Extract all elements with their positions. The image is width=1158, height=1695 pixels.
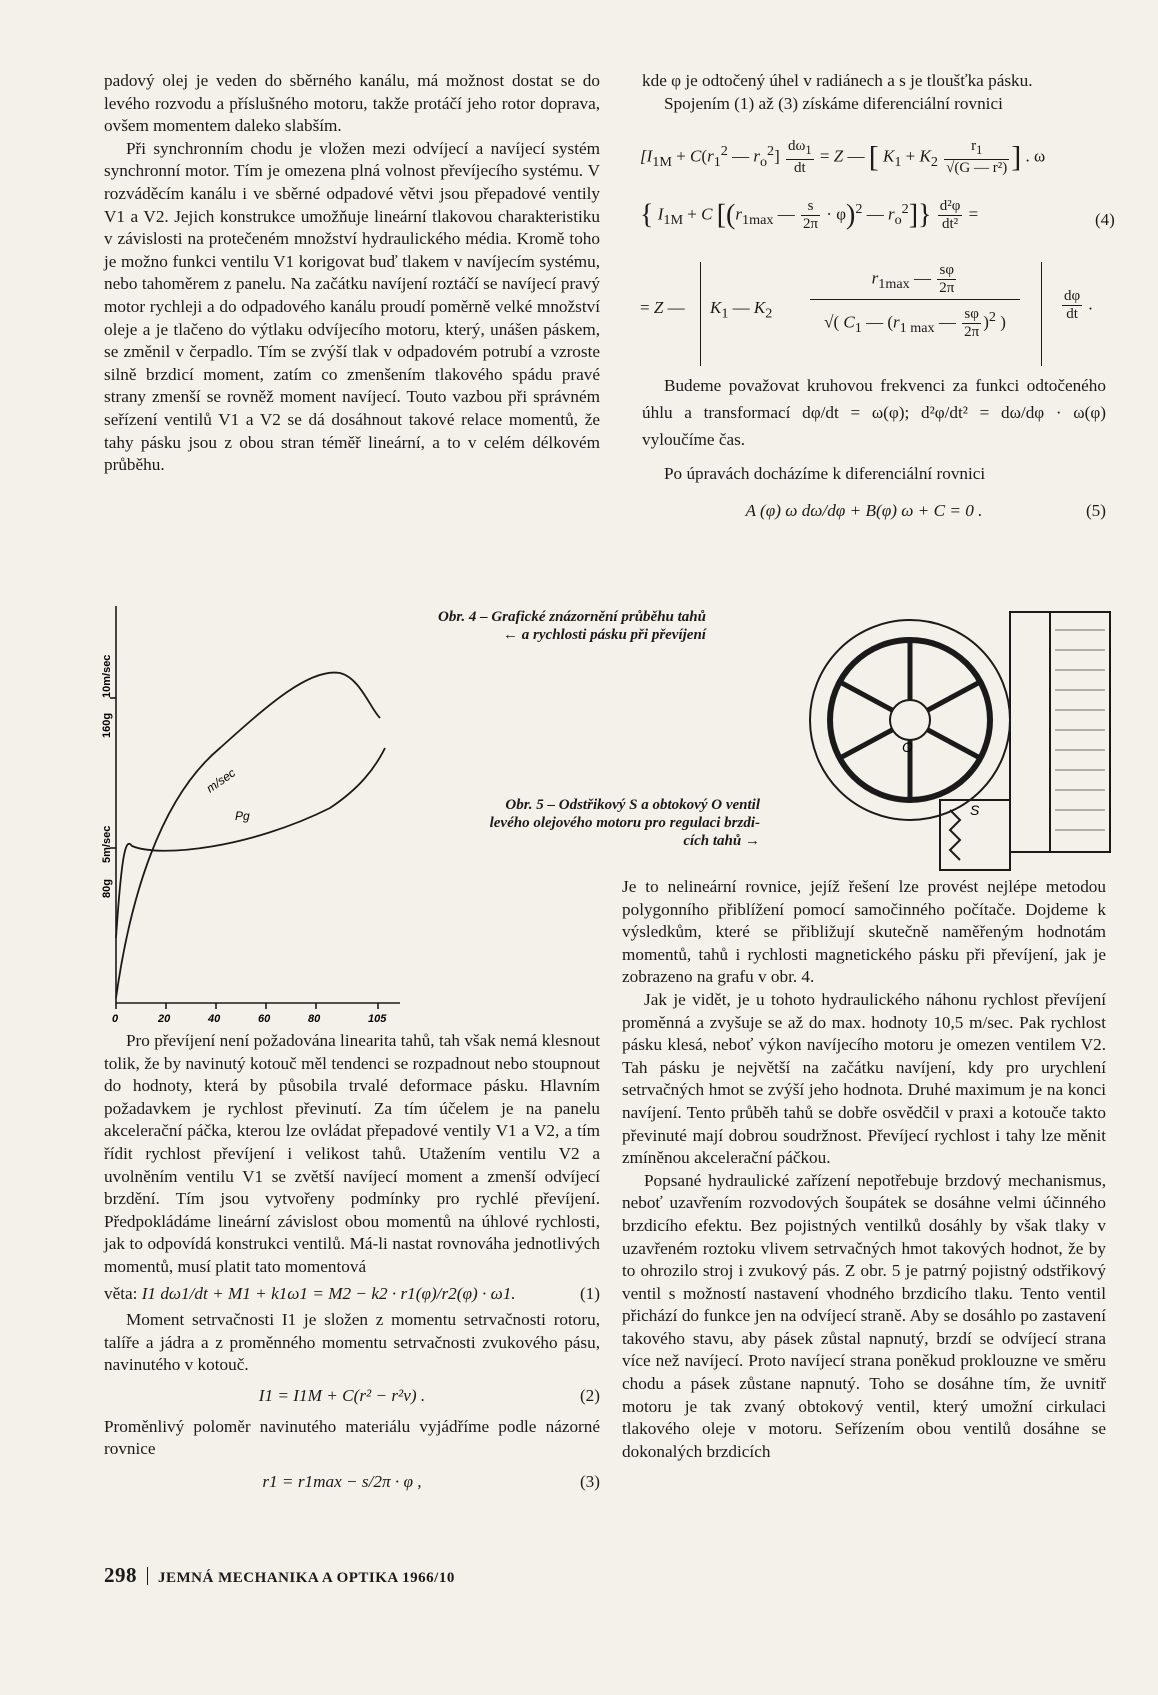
equation-4-line2: { $I_{1M} + C$ [($r_{1max}$ — $\frac{s}{2\pi}$ · φ)$^2$ — $r_o^2$]} $\frac{\text{d²φ}}{\text{dt²}}$ = (4) [640, 198, 1115, 232]
page-number: 298 [104, 1563, 137, 1587]
curve-label-tension: Pg [235, 809, 250, 823]
x-tick-label: 40 [208, 1013, 221, 1025]
figure-5-caption: Obr. 5 – Odstřikový S a obtokový O ventil levého olejového motoru pro regulaci brzdi- cích tahů → [489, 797, 760, 849]
paragraph: kde φ je odtočený úhel v radiánech a s je tloušťka pásku. [642, 71, 1033, 90]
curve-label-speed: m/sec [203, 765, 238, 796]
label-S: S [970, 802, 980, 818]
paragraph: Při synchronním chodu je vložen mezi odvíjecí a navíjecí systém synchronní motor. Tím je omezena plná volnost převíjecího systému. V rozváděcím kanálu i ve sběrné odpadové větvi jsou přepadové ventily V1 a V2. Jejich konstrukce umožňuje lineární tlakovou charakteristiku v závislosti na protečeném množství hydraulického média. Kromě toho je možno funkci ventilu V1 korigovat buď tlakem v navíjecím systému, nebo tahoměrem z panelu. Na začátku navíjení roztáčí se navíjecí pravý motor rychleji a do odpadového kanálu proudí poměrně velké množství oleje a je tlačeno do výtlaku odvíjecího motoru, který, unášen páskem, se změnil v čerpadlo. Tím se zvýší tlak v odpadovém potrubí a vzroste silně brzdicí moment, zatím co zmenšením tlakového spádu pravé strany zmenší se rovněž moment navíjecí. Touto vazbou při správném seřízení ventilů V1 a V2 se dá dosáhnout takové relace momentů, že tahy pásku jsou z obou stran téměř lineární, a to v celém délkovém průběhu. [104, 138, 600, 475]
right-column-bottom [622, 876, 1106, 1463]
left-column-top [104, 70, 600, 477]
valve-spring [950, 810, 960, 860]
paragraph: Budeme považovat kruhovou frekvenci za funkci odtočeného úhlu a transformací dφ/dt = ω(φ); d²φ/dt² = dω/dφ · ω(φ) vyloučíme čas. [642, 376, 1106, 449]
x-tick-label: 60 [258, 1013, 271, 1025]
paragraph: Jak je vidět, je u tohoto hydraulického náhonu rychlost převíjení proměnná a zvyšuje se až do max. hodnoty 10,5 m/sec. Pak rychlost pásku klesá, neboť výkon navíjecího motoru je omezen ventilem V2. Tah pásku je největší na začátku navíjení, kdy pro urychlení setrvačných hmot se zvýší jeho hodnota. Druhé maximum je na konci navíjení. Tento průběh tahů se dobře osvědčil v praxi a kotouče takto převinuté mají dobrou soudržnost. Převíjecí rychlost i tahy lze měnit zmíněnou akcelerační páčkou. [622, 989, 1106, 1168]
equation-4-line1: [$I_{1M} + C(r_1^2$ — $r_o^2$] $\frac{d\omega_1}{dt}$ = Z — [ $K_1 + K_2$ $\frac{r_1}{\text{√(G — r²)}}$ ] . ω [640, 138, 1046, 176]
paragraph: Po úpravách docházíme k diferenciální rovnici [664, 464, 986, 483]
paragraph: Proměnlivý poloměr navinutého materiálu vyjádříme podle názorné rovnice [104, 1416, 600, 1459]
y-label: 160g [101, 712, 113, 738]
x-tick-label: 20 [158, 1013, 171, 1025]
x-tick-label: 105 [368, 1013, 387, 1025]
y-label: 5m/sec [101, 825, 113, 863]
figure-4-graph [100, 598, 430, 1028]
right-column-top [642, 70, 1106, 115]
figure-4-caption: Obr. 4 – Grafické znázornění průběhu tahů ← a rychlosti pásku při převíjení [438, 609, 706, 643]
paragraph: Spojením (1) až (3) získáme diferenciální rovnici [664, 93, 1003, 113]
paragraph: Moment setrvačnosti I1 je složen z momentu setrvačnosti rotoru, talíře a jádra a z proměnného momentu setrvačnosti zvukového pásu, navinutého v kotouč. [104, 1310, 600, 1375]
x-tick-label: 80 [308, 1013, 321, 1025]
equation-2: I1 = I1M + C(r² − r²v) . (2) [258, 1385, 600, 1405]
y-label: 10m/sec [101, 654, 113, 698]
figure-5-drawing [800, 600, 1118, 872]
x-tick-label: 0 [112, 1013, 119, 1025]
page-footer [104, 1563, 455, 1588]
equation-3: r1 = r1max − s/2π · φ , (3) [262, 1471, 600, 1491]
tension-curve [116, 748, 385, 938]
speed-curve [116, 673, 380, 998]
paragraph: Pro převíjení není požadována linearita tahů, tah však nemá klesnout tolik, že by navinutý kotouč měl tendenci se rozpadnout nebo stoupnout do hodnoty, která by působila trvalé deformace pásku. Hlavním požadavkem je rychlost převinutí. Za tím účelem je na panelu akcelerační páčka, kterou lze ovládat přepadové ventily V1 a V2, a tím řídit rychlost převíjení i velikost tahů. Utažením ventilu V2 a uvolněním ventilu V1 se zvětší navíjecí moment a zmenší odvíjecí brzdění. Tím jsou vytvořeny podmínky pro rychlé převíjení. Předpokládáme lineární závislost obou momentů na úhlové rychlosti, jak to odpovídá konstrukci ventilů. Má-li nastat rovnováha jednotlivých momentů, musí platit tato momentová [104, 1031, 600, 1276]
journal-title: JEMNÁ MECHANIKA A OPTIKA 1966/10 [158, 1570, 455, 1586]
y-label: 80g [101, 879, 113, 898]
right-column-middle [642, 372, 1106, 536]
equation-1: věta: I1 dω1/dt + M1 + k1ω1 = M2 − k2 · r1(φ)/r2(φ) · ω1. (1) [104, 1283, 600, 1303]
paragraph: padový olej je veden do sběrného kanálu, má možnost dostat se do levého rozvodu a příslušného motoru, takže protáčí jeho rotor doprava, ovšem momentem daleko slabším. [104, 71, 600, 136]
valve-body [1010, 612, 1050, 852]
left-column-bottom [104, 1030, 600, 1503]
equation-5: A (φ) ω dω/dφ + B(φ) ω + C = 0 . (5) [745, 500, 1106, 520]
rotor-hub [890, 700, 930, 740]
paragraph: Popsané hydraulické zařízení nepotřebuje brzdový mechanismus, neboť uzavřením rozvodových šoupátek se dosáhne velmi účinného brzdicího efektu. Bez pojistných ventilků dosáhly by však tlaky v uzavřeném roztoku vlivem setrvačných hmot takových hodnot, že by to ohrozilo stroj i zvukový pás. Z obr. 5 je patrný pojistný odstřikový ventil s možností nastavení vhodného brzdicího tlaku. Tento ventil přichází do funkce jen na odvíjecí straně. Aby se dosáhlo po zastavení takového stavu, aby pásek zůstal napnutý, brzdí se odvíjecí strana více než navíjecí. Proto navíjecí strana poněkud proklouzne ve směru chodu a pásek zůstane napnutý. Toho se dosáhne tím, že uvnitř motoru je tak zvaný obtokový ventil, který umožní cirkulaci tlakového oleje v motoru. Seřízením obou ventilů dosáhne se dokonalých brzdicích [622, 1170, 1106, 1461]
paragraph: Je to nelineární rovnice, jejíž řešení lze provést nejlépe metodou polygonního přiblížení pomocí samočinného počítače. Dojdeme k výsledkům, které se přibližují skutečně naměřeným hodnotám momentů, tahů i rychlosti magnetického pásku při převíjení, jak je zobrazeno na grafu v obr. 4. [622, 877, 1106, 987]
distributor-block [1050, 612, 1110, 852]
label-O: O [902, 739, 913, 755]
